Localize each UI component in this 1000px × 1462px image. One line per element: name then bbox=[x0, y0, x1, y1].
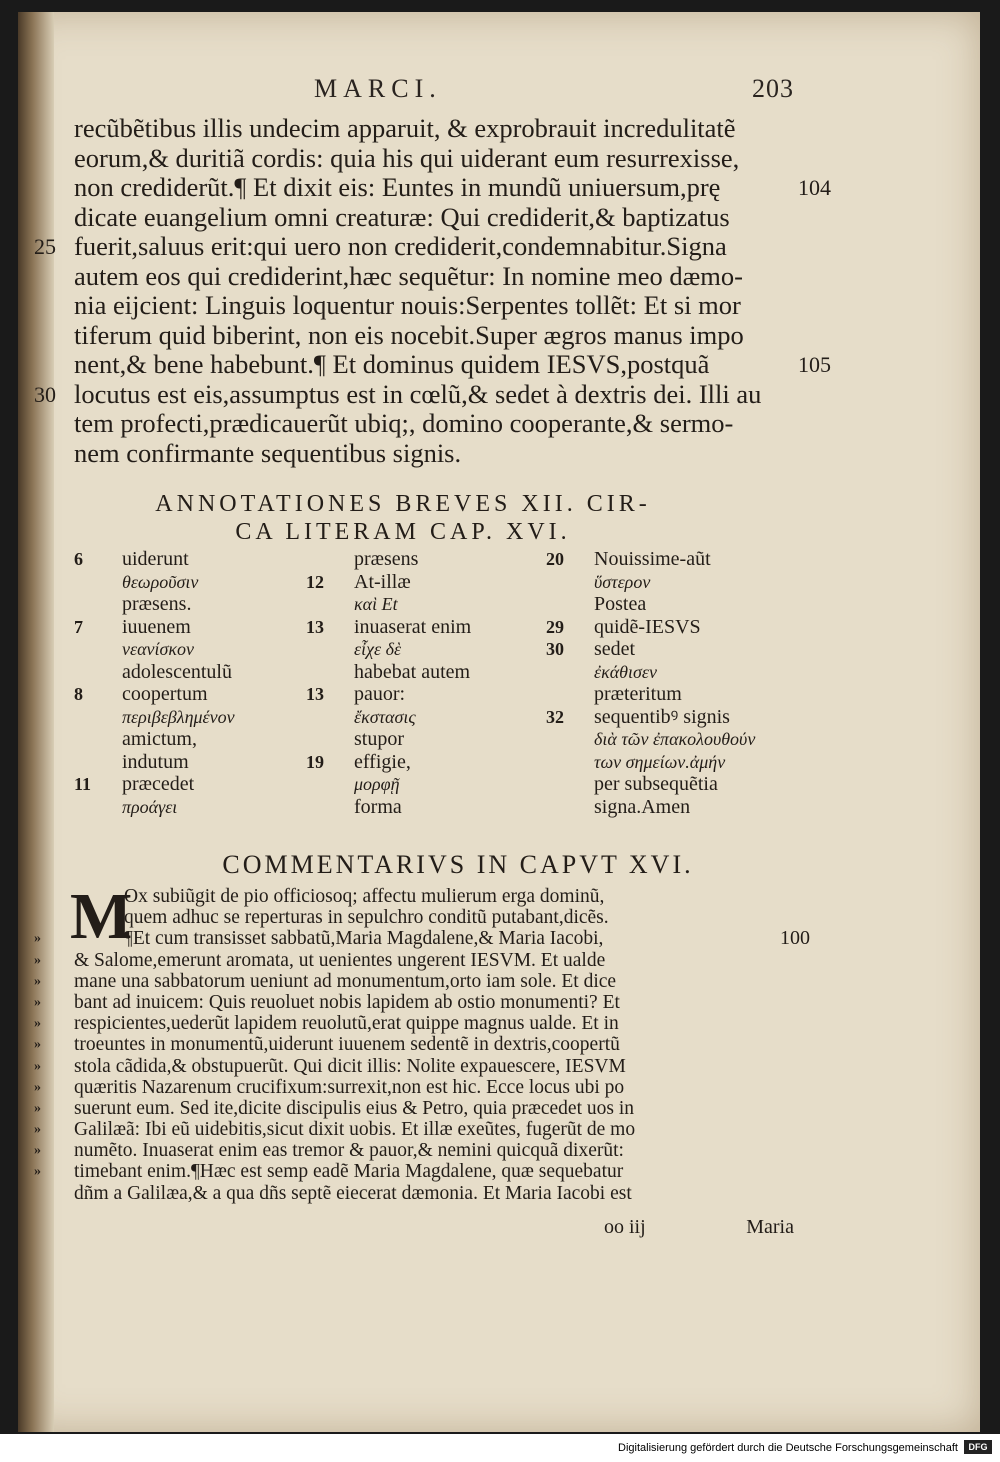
line-text: fuerit,saluus erit:qui uero non crediderit,condemnabitur.Signa bbox=[74, 231, 727, 261]
commentary-line-text: & Salome,emerunt aromata, ut uenientes ungerent IESVM. Et ualde bbox=[74, 949, 606, 971]
annotation-verse-number: 19 bbox=[306, 751, 324, 772]
text-line bbox=[74, 114, 786, 144]
annotation-latin-term: pauor: bbox=[354, 683, 406, 705]
annotation-latin-term: præcedet bbox=[122, 773, 195, 795]
text-line bbox=[74, 172, 831, 203]
commentary-line-text: mane una sabbatorum ueniunt ad monumentum,orto iam sole. Et dice bbox=[74, 970, 617, 992]
annotation-greek-term: ἔκστασις bbox=[354, 706, 416, 727]
annotations-heading-line1: ANNOTATIONES BREVES XII. CIR- bbox=[155, 491, 651, 517]
line-text: autem eos qui crediderint,hæc sequẽtur: In nomine meo dæmo- bbox=[74, 260, 743, 291]
annotation-latin-term: At-illæ bbox=[354, 570, 411, 593]
commentary-line bbox=[34, 927, 810, 950]
quotation-mark: » bbox=[34, 952, 41, 968]
commentary-line-text: quæritis Nazarenum crucifixum:surrexit,non est hic. Ecce locus ubi po bbox=[74, 1076, 625, 1098]
commentary-line-text: Galilæã: Ibi eũ uidebitis,sicut dixit uobis. Et illæ exeũtes, fugerũt de mo bbox=[74, 1119, 636, 1141]
line-text: eorum,& duritiã cordis: quia his qui uiderant eum resurrexisse, bbox=[74, 142, 740, 173]
commentary-line-text: timebant enim.¶Hæc est semp eadẽ Maria Magdalene, quæ sequebatur bbox=[74, 1161, 624, 1183]
annotation-verse-number: 30 bbox=[546, 639, 564, 659]
annotation-verse-number: 8 bbox=[74, 684, 83, 704]
annotation-latin-term: præteritum bbox=[594, 683, 682, 705]
annotation-greek-term: περιβεβλημένον bbox=[122, 706, 235, 727]
signature-mark: oo iij bbox=[604, 1216, 646, 1238]
commentary-line bbox=[34, 1034, 786, 1056]
text-line bbox=[34, 231, 786, 262]
line-text: recũbẽtibus illis undecim apparuit, & exprobrauit incredulitatẽ bbox=[74, 113, 736, 143]
annotation-verse-number: 13 bbox=[306, 616, 324, 637]
line-text: nent,& bene habebunt.¶ Et dominus quidem IESVS,postquã bbox=[74, 349, 710, 379]
annotation-greek-term: μορφῇ bbox=[354, 774, 400, 794]
annotation-verse-number: 7 bbox=[74, 616, 83, 637]
line-text: locutus est eis,assumptus est in cœlũ,& sedet à dextris dei. Illi au bbox=[74, 378, 762, 409]
annotation-latin-term: uiderunt bbox=[122, 548, 189, 570]
catchword: Maria bbox=[746, 1216, 794, 1238]
annotation-greek-term: εἶχε δὲ bbox=[354, 639, 402, 659]
commentary-line bbox=[34, 1119, 786, 1141]
annotation-greek-term: ἐκάθισεν bbox=[594, 661, 657, 682]
annotations-columns bbox=[74, 548, 794, 848]
line-text: nem confirmante sequentibus signis. bbox=[74, 437, 462, 468]
commentary-line-text: stola cãdida,& obstupuerũt. Qui dicit illis: Nolite expauescere, IESVM bbox=[74, 1055, 626, 1077]
page-gutter bbox=[18, 12, 54, 1432]
commentary-line bbox=[34, 1161, 786, 1183]
annotation-latin-term: iuuenem bbox=[122, 615, 191, 638]
commentary-line bbox=[74, 1183, 786, 1204]
commentary-line bbox=[34, 970, 786, 992]
annotation-latin-term: stupor bbox=[354, 728, 404, 750]
annotation-latin-term: per subsequẽtia bbox=[594, 773, 718, 795]
commentary-line bbox=[34, 1013, 786, 1035]
annotation-verse-number: 12 bbox=[306, 571, 324, 592]
commentary-line-text: Ox subiũgit de pio officiosoq; affectu mulierum erga dominũ, bbox=[124, 886, 605, 907]
commentary-line bbox=[74, 886, 786, 907]
text-line bbox=[74, 321, 786, 351]
annotations-heading-line2: CA LITERAM CAP. XVI. bbox=[235, 519, 571, 545]
quotation-mark: » bbox=[34, 1058, 41, 1074]
dfg-logo: DFG bbox=[964, 1440, 992, 1454]
annotation-verse-number: 11 bbox=[74, 774, 92, 794]
text-line bbox=[34, 378, 786, 410]
annotation-greek-term: ὕστερον bbox=[594, 571, 651, 592]
page-number: 203 bbox=[752, 74, 794, 103]
commentary-line-text: quem adhuc se reperturas in sepulchro conditũ putabant,dicẽs. bbox=[124, 907, 609, 929]
text-line bbox=[74, 349, 831, 380]
commentary-text-block bbox=[34, 880, 810, 1204]
footer-credit: Digitalisierung gefördert durch die Deutsche Forschungsgemeinschaft bbox=[618, 1442, 958, 1454]
annotation-verse-number: 13 bbox=[306, 684, 324, 704]
annotation-latin-term: effigie, bbox=[354, 750, 411, 773]
book-page bbox=[18, 12, 980, 1432]
commentary-line bbox=[74, 907, 786, 928]
annotation-latin-term: Nouissime-aũt bbox=[594, 548, 711, 570]
quotation-mark: » bbox=[34, 973, 41, 989]
line-text: tiferum quid biberint, non eis nocebit.Super ægros manus impo bbox=[74, 319, 744, 350]
annotation-latin-term: præsens. bbox=[122, 593, 192, 615]
annotation-latin-term: signa.Amen bbox=[594, 795, 691, 818]
commentary-line-text: numẽto. Inuaserat enim eas tremor & pauor,& nemini quicquã dixerũt: bbox=[74, 1140, 624, 1162]
margin-number-right: 100 bbox=[780, 927, 810, 950]
annotation-greek-term: καὶ Et bbox=[354, 594, 398, 614]
commentary-line bbox=[34, 1140, 786, 1162]
line-text: non crediderũt.¶ Et dixit eis: Euntes in mundũ uniuersum,prę bbox=[74, 172, 721, 202]
quotation-mark: » bbox=[34, 994, 41, 1010]
annotation-latin-term: amictum, bbox=[122, 728, 197, 750]
annotation-verse-number: 32 bbox=[546, 706, 564, 727]
annotation-greek-term: διὰ τῶν ἐπακολουθούν bbox=[594, 729, 756, 749]
drop-cap: M bbox=[70, 880, 133, 953]
annotation-greek-term: θεωροῦσιν bbox=[122, 571, 199, 592]
annotation-greek-term: προάγει bbox=[122, 796, 178, 817]
commentary-line-text: dñm a Galilæa,& a qua dñs septẽ eiecerat dæmonia. Et Maria Iacobi est bbox=[74, 1182, 632, 1204]
annotation-latin-term: præsens bbox=[354, 548, 419, 570]
verse-number-left: 25 bbox=[34, 234, 56, 259]
annotation-latin-term: indutum bbox=[122, 750, 189, 773]
annotation-greek-term: των σημείων.ἀμήν bbox=[594, 751, 726, 772]
commentary-line-text: troeuntes in monumentũ,uiderunt iuuenem sedentẽ in dextris,coopertũ bbox=[74, 1034, 620, 1056]
text-line bbox=[74, 291, 786, 321]
annotation-latin-term: habebat autem bbox=[354, 660, 471, 683]
line-text: nia eijcient: Linguis loquentur nouis:Serpentes tollẽt: Et si mor bbox=[74, 290, 741, 320]
annotation-latin-term: forma bbox=[354, 795, 402, 818]
annotation-latin-term: adolescentulũ bbox=[122, 660, 232, 683]
text-line bbox=[74, 409, 786, 439]
quotation-mark: » bbox=[34, 1079, 41, 1095]
running-title: MARCI. bbox=[314, 74, 442, 103]
quotation-mark: » bbox=[34, 1100, 41, 1116]
quotation-mark: » bbox=[34, 1037, 41, 1053]
annotation-latin-term: sedet bbox=[594, 638, 636, 660]
text-line bbox=[74, 203, 786, 233]
verse-number-left: 30 bbox=[34, 381, 56, 407]
quotation-mark: » bbox=[34, 1164, 41, 1180]
annotation-greek-term: νεανίσκον bbox=[122, 639, 195, 659]
annotation-latin-term: coopertum bbox=[122, 683, 208, 705]
margin-number-right: 105 bbox=[798, 352, 831, 377]
commentary-line-text: respicientes,uederũt lapidem reuolutũ,erat quippe magnus ualde. Et in bbox=[74, 1013, 619, 1035]
text-line bbox=[74, 439, 786, 469]
annotation-latin-term: inuaserat enim bbox=[354, 615, 472, 638]
commentary-line-text: suerunt eum. Sed ite,dicite discipulis eius & Petro, quia præcedet uos in bbox=[74, 1097, 634, 1119]
commentary-line bbox=[34, 949, 786, 971]
commentary-heading: COMMENTARIVS IN CAPVT XVI. bbox=[222, 850, 694, 879]
annotation-verse-number: 20 bbox=[546, 549, 564, 569]
text-line bbox=[74, 262, 786, 292]
commentary-line bbox=[34, 1055, 786, 1077]
annotations-heading bbox=[18, 490, 980, 546]
annotation-latin-term: sequentibꝰ signis bbox=[594, 705, 730, 728]
commentary-line bbox=[34, 1076, 786, 1098]
main-text-block bbox=[34, 113, 831, 468]
quotation-mark: » bbox=[34, 1122, 41, 1138]
commentary-line-text: bant ad inuicem: Quis reuoluet nobis lapidem ab ostio monumenti? Et bbox=[74, 991, 620, 1013]
line-text: dicate euangelium omni creaturæ: Qui crediderit,& baptizatus bbox=[74, 201, 730, 232]
margin-number-right: 104 bbox=[798, 175, 831, 200]
annotation-latin-term: Postea bbox=[594, 593, 647, 615]
commentary-line bbox=[34, 991, 786, 1013]
annotation-latin-term: quidẽ-IESVS bbox=[594, 615, 701, 638]
commentary-line bbox=[34, 1097, 786, 1119]
quotation-mark: » bbox=[34, 931, 41, 947]
line-text: tem profecti,prædicauerũt ubiq;, domino cooperante,& sermo- bbox=[74, 408, 734, 438]
quotation-mark: » bbox=[34, 1143, 41, 1159]
annotation-verse-number: 6 bbox=[74, 549, 83, 569]
text-line bbox=[74, 144, 786, 174]
annotation-verse-number: 29 bbox=[546, 616, 564, 637]
quotation-mark: » bbox=[34, 1016, 41, 1032]
commentary-line-text: ¶Et cum transisset sabbatũ,Maria Magdalene,& Maria Iacobi, bbox=[124, 928, 604, 950]
footer-bar bbox=[0, 1434, 1000, 1462]
